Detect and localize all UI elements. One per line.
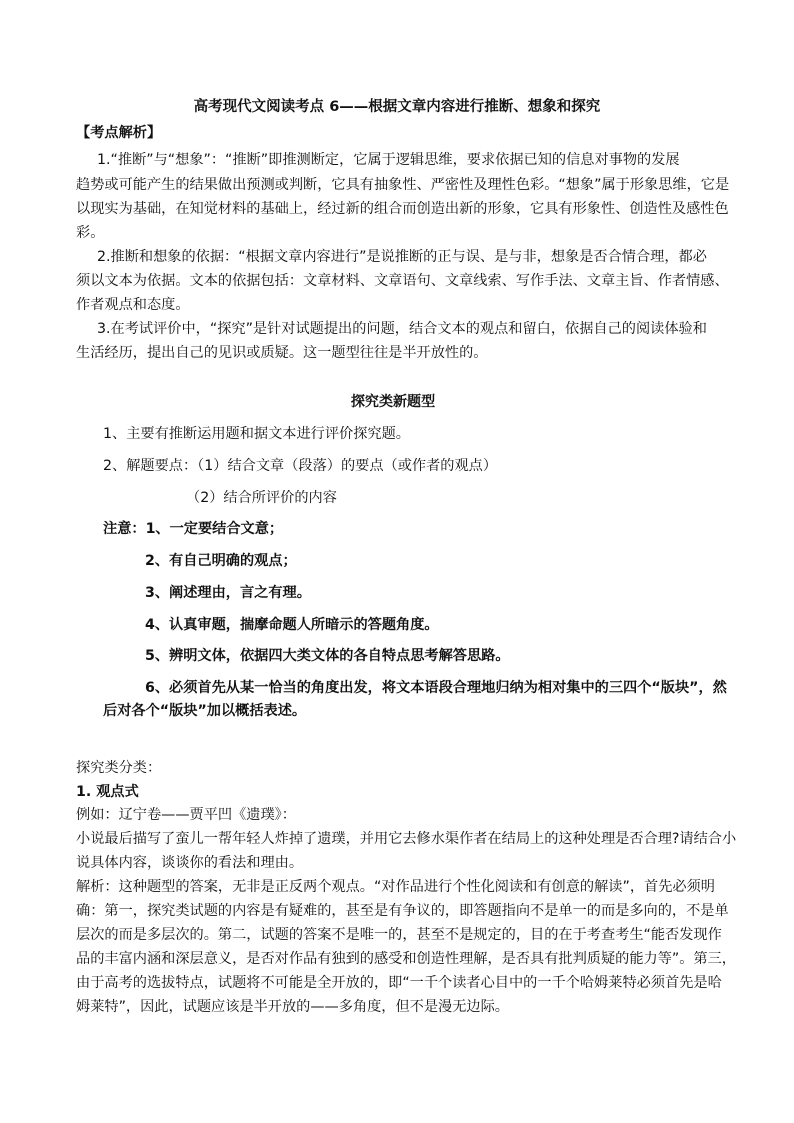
new-type-item-3: （2）结合所评价的内容 (186, 490, 337, 506)
answer-line-4: 品的丰富内涵和深层意义，是否对作品有独到的感受和创造性理解，是否具有批判质疑的能力等”。第三， (76, 951, 736, 967)
document-title: 高考现代文阅读考点 6——根据文章内容进行推断、想象和探究 (193, 99, 601, 115)
para2-line-2: 须以文本为依据。文本的依据包括：文章材料、文章语句、文章线索、写作手法、文章主旨、作者情感、 (76, 273, 729, 289)
new-type-item-1: 1、主要有推断运用题和据文本进行评价探究题。 (103, 426, 410, 442)
analysis-heading: 【考点解析】 (76, 125, 162, 141)
para1-line-3: 以现实为基础，在知觉材料的基础上，经过新的组合而创造出新的形象，它具有形象性、创造性及感性色 (76, 201, 729, 217)
note-2: 2、有自己明确的观点； (145, 553, 297, 569)
note-3: 3、阐述理由，言之有理。 (145, 585, 311, 601)
question-line-2: 说具体内容，谈谈你的看法和理由。 (76, 855, 304, 871)
answer-line-6: 姆莱特”，因此，试题应该是半开放的——多角度，但不是漫无边际。 (76, 999, 509, 1015)
note-6-line-2: 后对各个“版块”加以概括表述。 (103, 703, 307, 719)
answer-line-1: 解析：这种题型的答案，无非是正反两个观点。“对作品进行个性化阅读和有创意的解读”，首先必须明 (76, 879, 715, 895)
para1-line-4: 彩。 (76, 225, 105, 241)
question-line-1: 小说最后描写了蛮儿一帮年轻人炸掉了遗璞，并用它去修水渠作者在结局上的这种处理是否合理?请结合小 (76, 831, 737, 847)
note-6-line-1: 6、必须首先从某一恰当的角度出发，将文本语段合理地归纳为相对集中的三四个“版块”，然 (145, 680, 727, 696)
para2-line-1: 2.推断和想象的依据：“根据文章内容进行”是说推断的正与误、是与非，想象是否合情合理，都必 (97, 249, 707, 265)
classify-heading: 探究类分类： (76, 760, 162, 776)
para2-line-3: 作者观点和态度。 (76, 297, 190, 313)
answer-line-2: 确：第一，探究类试题的内容是有疑难的，甚至是有争议的，即答题指向不是单一的而是多向的，不是单 (76, 903, 729, 919)
para3-line-1: 3.在考试评价中，“探究”是针对试题提出的问题，结合文本的观点和留白，依据自己的阅读体验和 (97, 321, 707, 337)
para1-line-2: 趋势或可能产生的结果做出预测或判断，它具有抽象性、严密性及理性色彩。“想象”属于形象思维，它是 (76, 177, 730, 193)
para3-line-2: 生活经历，提出自己的见识或质疑。这一题型往往是半开放性的。 (76, 345, 488, 361)
answer-line-3: 层次的而是多层次的。第二，试题的答案不是唯一的，甚至不是规定的，目的在于考查考生“能否发现作 (76, 927, 722, 943)
example-line: 例如：辽宁卷——贾平凹《遗璞》： (76, 807, 296, 823)
note-4: 4、认真审题，揣摩命题人所暗示的答题角度。 (145, 617, 439, 633)
para1-line-1: 1.“推断”与“想象”：“推断”即推测断定，它属于逻辑思维，要求依据已知的信息对事物的发展 (97, 152, 680, 168)
classify-item-1: 1. 观点式 (76, 784, 139, 800)
new-type-item-2: 2、解题要点：（1）结合文章（段落）的要点（或作者的观点） (103, 458, 498, 474)
new-type-heading: 探究类新题型 (350, 394, 436, 410)
note-5: 5、辨明文体，依据四大类文体的各自特点思考解答思路。 (145, 648, 510, 664)
note-1: 注意：1、一定要结合文意； (103, 521, 284, 537)
answer-line-5: 由于高考的选拔特点，试题将不可能是全开放的，即“一千个读者心目中的一千个哈姆莱特必须首先是哈 (76, 975, 722, 991)
